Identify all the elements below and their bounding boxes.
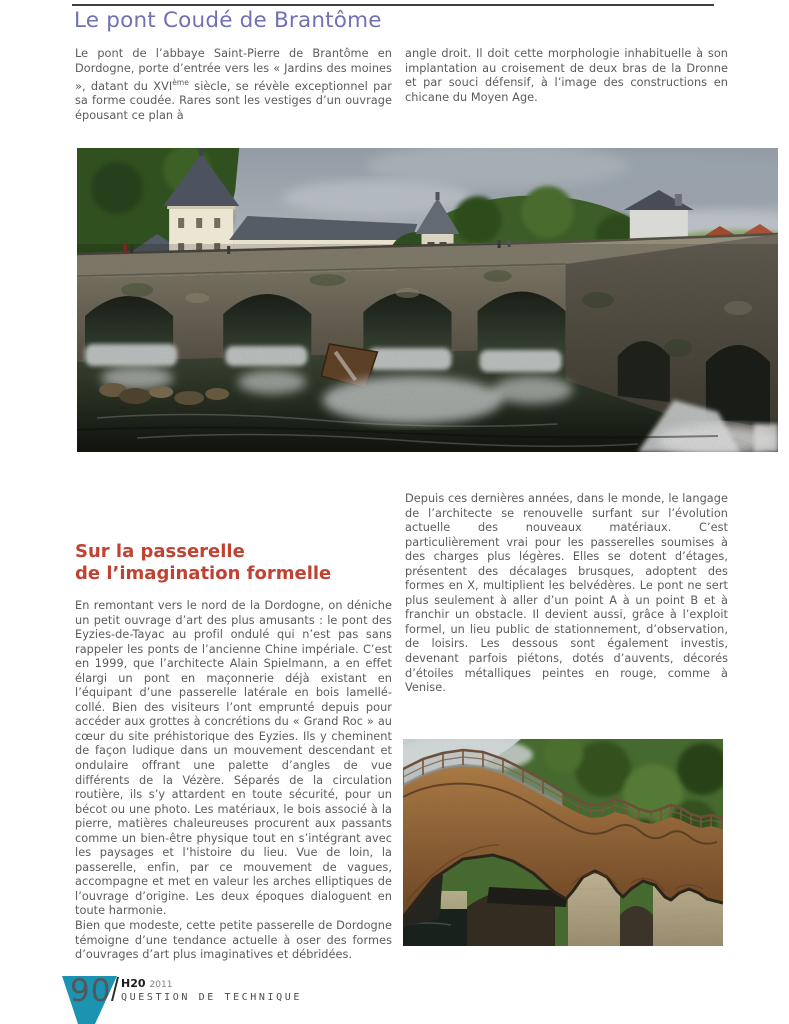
main-photo-bridge-brantome — [77, 148, 778, 452]
body-column-left — [75, 599, 392, 963]
body-paragraph-3: Depuis ces dernières années, dans le monde, le langage de l’architecte se renouvelle surfant sur l’évolution actuelle des nouveaux matériaux. C’est particulièrement vrai pour les passerelles soumises à des charges plus légères. Elles se dotent d’étages, présentent des décalages brusques, adoptent des formes en X, multiplient les belvédères. Le pont ne sert plus seulement à aller d’un point A à un point B et à franchir un obstacle. Il devient aussi, grâce à l’exploit formel, un lieu public de stationnement, d’observation, de loisirs. Les dessous sont également investis, devenant parfois piétons, dotés d’auvents, décorés d’étoiles métalliques peintes en rouge, comme à Venise. — [405, 492, 728, 695]
magazine-line — [121, 976, 302, 991]
superscript-eme: ème — [172, 78, 189, 88]
page-title: Le pont Coudé de Brantôme — [74, 8, 382, 33]
section-heading — [75, 541, 331, 584]
rubric-title: QUESTION DE TECHNIQUE — [121, 992, 303, 1003]
intro-paragraph-left: Le pont de l’abbaye Saint-Pierre de Brantôme en Dordogne, porte d’entrée vers les « Jardins des moines », datant du XVIème siècle, se révèle exceptionnel par sa forme coudée. Rares sont les vestiges d’un ouvrage épousant ce plan à — [75, 47, 392, 122]
body-paragraph-2: Bien que modeste, cette petite passerelle de Dordogne témoigne d’une tendance actuelle à oser des formes d’ouvrages d’art plus imaginatives et débridées. — [75, 919, 392, 962]
secondary-photo-wooden-footbridge — [403, 739, 723, 946]
page-number: 90 — [70, 973, 112, 1009]
intro-column-left — [75, 47, 392, 124]
intro-column-right — [405, 47, 728, 105]
footer-text-block — [121, 976, 302, 1003]
section-heading-line1: Sur la passerelle — [75, 541, 245, 562]
body-paragraph-1: En remontant vers le nord de la Dordogne, on déniche un petit ouvrage d’art des plus amusants : le pont des Eyzies-de-Tayac au profil ondulé qui n’est pas sans rappeler les ponts de l’ancienne Chine impériale. C’est en 1999, que l’architecte Alain Spielmann, a en effet élargi un pont en maçonnerie déjà existant en l’équipant d’une passerelle latérale en bois lamellé-collé. Bien des visiteurs l’ont emprunté depuis pour accéder aux grottes à concrétions du « Grand Roc » au cœur du site préhistorique des Eyzies. Ils y cheminent de façon ludique dans un mouvement descendant et ondulaire offrant une palette d’angles de vue différents de la Vézère. Séparés de la circulation routière, ils s’y attardent en toute sécurité, pour un bécot ou une photo. Les matériaux, le bois associé à la pierre, matières chaleureuses procurent aux passants comme un bien-être physique tout en s’intégrant avec les paysages et l’histoire du lieu. Vue de loin, la passerelle, enfin, par ce mouvement de vagues, accompagne et met en valeur les arches elliptiques de l’ouvrage d’origine. Les deux époques dialoguent en toute harmonie. — [75, 599, 392, 918]
magazine-title: H20 — [121, 977, 146, 990]
body-column-right — [405, 492, 728, 696]
top-rule — [72, 4, 714, 6]
main-photo-illustration — [77, 148, 778, 452]
secondary-photo-illustration — [403, 739, 723, 946]
magazine-year: 2011 — [149, 980, 173, 990]
intro-paragraph-right: angle droit. Il doit cette morphologie inhabituelle à son implantation au croisement de deux bras de la Dronne et par souci défensif, à l’image des constructions en chicane du Moyen Age. — [405, 47, 728, 104]
section-heading-line2: de l’imagination formelle — [75, 562, 332, 584]
